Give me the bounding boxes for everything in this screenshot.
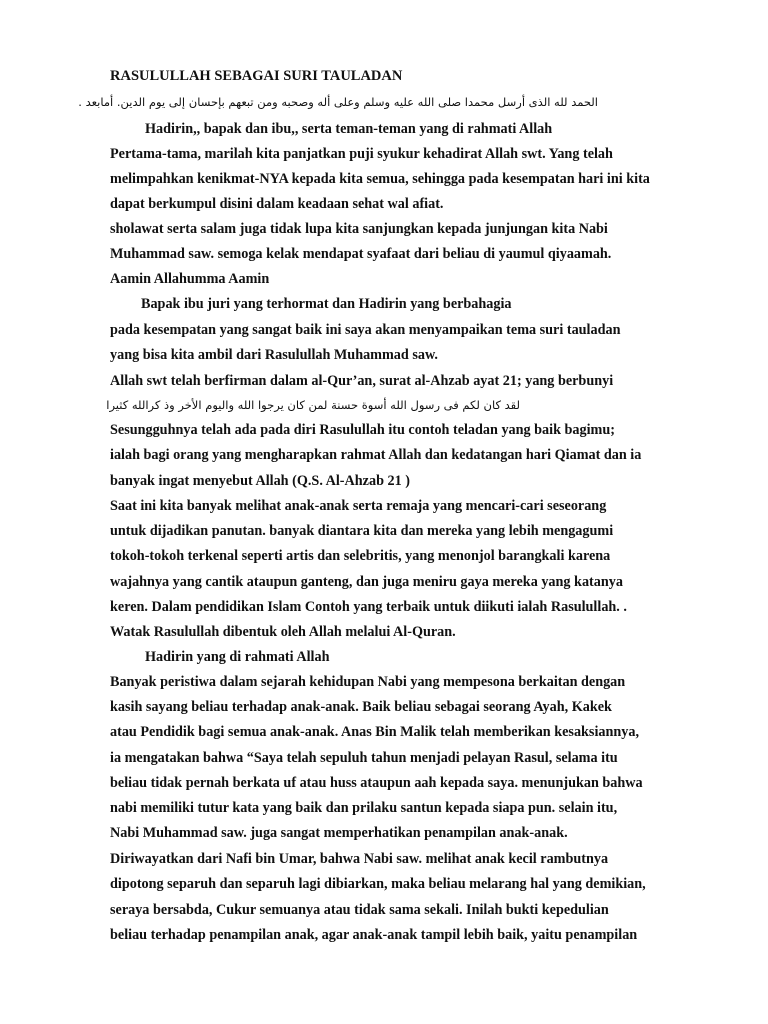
arabic-opening-line: الحمد لله الذى أرسل محمدا صلى الله عليه وسلم وعلى أله وصحبه ومن تبعهم بإحسان إلى يوم الدين. أمابعد . [78,95,598,109]
text-line: Sesungguhnya telah ada pada diri Rasulullah itu contoh teladan yang baik bagimu; [110,422,615,438]
text-line: wajahnya yang cantik ataupun ganteng, dan juga meniru gaya mereka yang katanya [110,574,623,590]
text-line: Hadirin,, bapak dan ibu,, serta teman-teman yang di rahmati Allah [145,121,553,137]
text-line: sholawat serta salam juga tidak lupa kita sanjungkan kepada junjungan kita Nabi [110,221,608,237]
text-line: dipotong separuh dan separuh lagi dibiarkan, maka beliau melarang hal yang demikian, [110,876,646,892]
text-line: beliau tidak pernah berkata uf atau huss ataupun aah kepada saya. menunjukan bahwa [110,775,643,791]
text-line: pada kesempatan yang sangat baik ini saya akan menyampaikan tema suri tauladan [110,322,621,338]
text-line: seraya bersabda, Cukur semuanya atau tidak sama sekali. Inilah bukti kepedulian [110,902,609,918]
text-line: nabi memiliki tutur kata yang baik dan prilaku santun kepada siapa pun. selain itu, [110,800,618,816]
text-line: tokoh-tokoh terkenal seperti artis dan selebritis, yang menonjol barangkali karena [110,548,611,564]
text-line: Saat ini kita banyak melihat anak-anak serta remaja yang mencari-cari seseorang [110,498,607,514]
text-line: banyak ingat menyebut Allah (Q.S. Al-Ahzab 21 ) [110,473,410,489]
text-line: keren. Dalam pendidikan Islam Contoh yang terbaik untuk diikuti ialah Rasulullah. . [110,599,627,615]
text-line: Bapak ibu juri yang terhormat dan Hadirin yang berbahagia [141,296,512,312]
text-line: Allah swt telah berfirman dalam al-Qur’an, surat al-Ahzab ayat 21; yang berbunyi [110,373,614,389]
text-line: Pertama-tama, marilah kita panjatkan puji syukur kehadirat Allah swt. Yang telah [110,146,613,162]
text-line: yang bisa kita ambil dari Rasulullah Muhammad saw. [110,347,438,363]
text-line: melimpahkan kenikmat-NYA kepada kita semua, sehingga pada kesempatan hari ini kita [110,171,650,187]
text-line: ialah bagi orang yang mengharapkan rahmat Allah dan kedatangan hari Qiamat dan ia [110,447,642,463]
text-line: Aamin Allahumma Aamin [110,271,270,287]
text-line: beliau terhadap penampilan anak, agar anak-anak tampil lebih baik, yaitu penampilan [110,927,638,943]
text-line: ia mengatakan bahwa “Saya telah sepuluh tahun menjadi pelayan Rasul, selama itu [110,750,618,766]
text-line: Watak Rasulullah dibentuk oleh Allah melalui Al-Quran. [110,624,456,640]
text-line: Hadirin yang di rahmati Allah [145,649,330,665]
text-line: untuk dijadikan panutan. banyak diantara kita dan mereka yang lebih mengagumi [110,523,614,539]
text-line: kasih sayang beliau terhadap anak-anak. Baik beliau sebagai seorang Ayah, Kakek [110,699,612,715]
text-line: dapat berkumpul disini dalam keadaan sehat wal afiat. [110,196,444,212]
document-title: RASULULLAH SEBAGAI SURI TAULADAN [110,68,403,84]
text-line: Diriwayatkan dari Nafi bin Umar, bahwa Nabi saw. melihat anak kecil rambutnya [110,851,609,867]
text-line: Nabi Muhammad saw. juga sangat memperhatikan penampilan anak-anak. [110,825,568,841]
text-line: Muhammad saw. semoga kelak mendapat syafaat dari beliau di yaumul qiyaamah. [110,246,612,262]
arabic-verse-line: لقد كان لكم فى رسول الله أسوة حسنة لمن كان يرجوا الله واليوم الأخر وذ كرالله كثيرا [106,398,520,412]
text-line: atau Pendidik bagi semua anak-anak. Anas Bin Malik telah memberikan kesaksiannya, [110,724,639,740]
text-line: Banyak peristiwa dalam sejarah kehidupan Nabi yang mempesona berkaitan dengan [110,674,626,690]
